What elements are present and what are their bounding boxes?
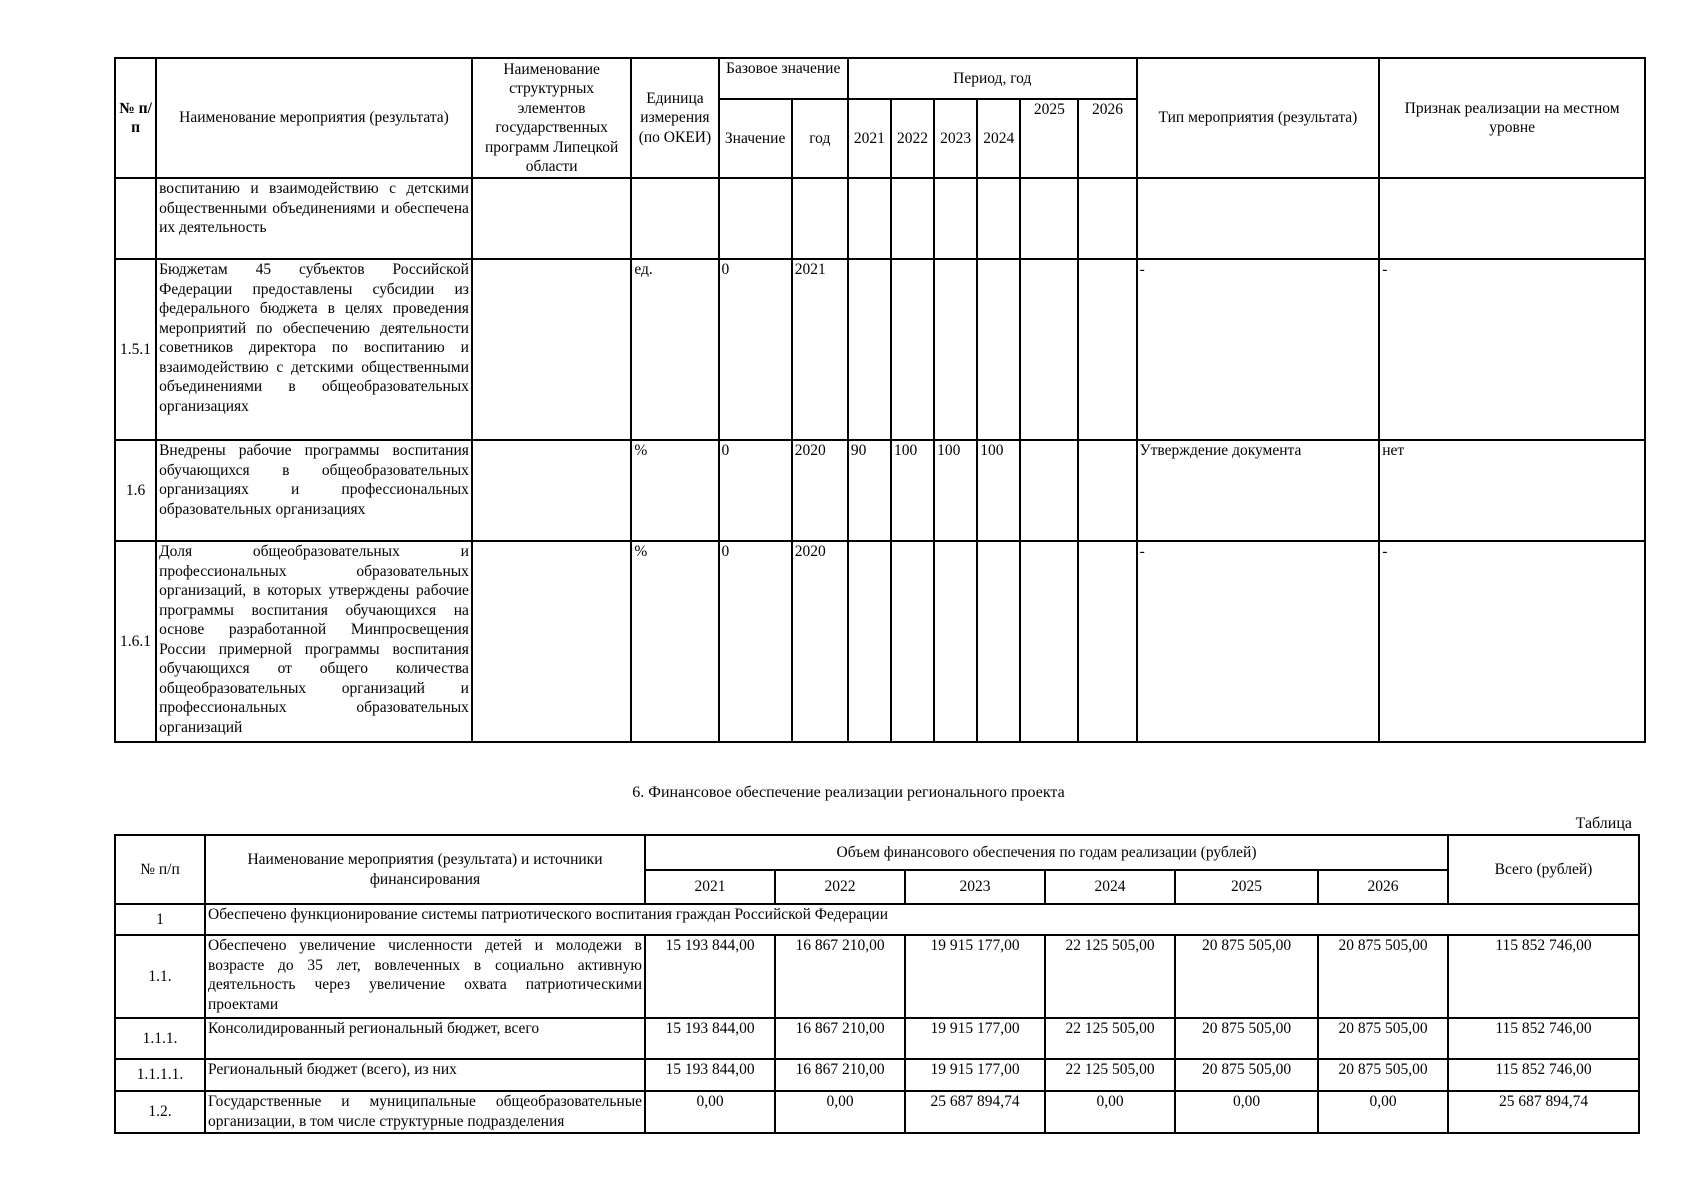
cell-2026	[1078, 440, 1136, 541]
cell-2023: 19 915 177,00	[905, 935, 1045, 1018]
cell-2024	[977, 541, 1020, 742]
cell-2024	[977, 259, 1020, 440]
header-year-2023: 2023	[934, 99, 977, 178]
cell-local: -	[1379, 259, 1645, 440]
cell-unit: %	[631, 440, 718, 541]
cell-2021: 15 193 844,00	[645, 1018, 775, 1059]
cell-name: Бюджетам 45 субъектов Российской Федерации предоставлены субсидии из федерального бюджета в целях проведения мероприятий по обеспечению деятельности советников директора по воспитанию и взаимодействию с детскими общественными объединениями в общеобразовательных организациях	[156, 259, 472, 440]
header-year-2025: 2025	[1020, 99, 1078, 178]
cell-2021: 90	[848, 440, 891, 541]
cell-struct	[472, 178, 631, 259]
cell-base-year: 2021	[792, 259, 848, 440]
header-num: № п/п	[115, 835, 205, 904]
cell-name: воспитанию и взаимодействию с детскими общественными объединениями и обеспечена их деятельность	[156, 178, 472, 259]
cell-base-value	[719, 178, 792, 259]
table-row	[115, 440, 1645, 541]
cell-unit: %	[631, 541, 718, 742]
table-row	[115, 1059, 1639, 1091]
header-num: № п/п	[115, 58, 156, 178]
cell-2023	[934, 259, 977, 440]
cell-num: 1.1.1.	[115, 1018, 205, 1059]
cell-2025: 20 875 505,00	[1175, 935, 1318, 1018]
cell-2023: 25 687 894,74	[905, 1091, 1045, 1133]
cell-2025	[1020, 178, 1078, 259]
cell-2021: 15 193 844,00	[645, 1059, 775, 1091]
cell-2025	[1020, 259, 1078, 440]
cell-2025: 20 875 505,00	[1175, 1059, 1318, 1091]
cell-2026: 0,00	[1318, 1091, 1448, 1133]
header-year-2024: 2024	[977, 99, 1020, 178]
header-name: Наименование мероприятия (результата)	[156, 58, 472, 178]
cell-type	[1137, 178, 1380, 259]
cell-num: 1.1.1.1.	[115, 1059, 205, 1091]
cell-2023: 100	[934, 440, 977, 541]
cell-num: 1.5.1	[115, 259, 156, 440]
cell-struct	[472, 259, 631, 440]
cell-2026: 20 875 505,00	[1318, 1059, 1448, 1091]
header-year-2021: 2021	[848, 99, 891, 178]
cell-2022	[891, 178, 934, 259]
header-base-year: год	[792, 99, 848, 178]
cell-2024: 22 125 505,00	[1045, 1018, 1175, 1059]
cell-base-year	[792, 178, 848, 259]
cell-2025: 20 875 505,00	[1175, 1018, 1318, 1059]
header-year-2026: 2026	[1318, 870, 1448, 904]
table-row	[115, 541, 1645, 742]
cell-2021	[848, 259, 891, 440]
group-row	[115, 904, 1639, 935]
header-base: Базовое значение	[719, 58, 848, 99]
cell-2024	[977, 178, 1020, 259]
cell-2026	[1078, 259, 1136, 440]
cell-total: 115 852 746,00	[1448, 1059, 1639, 1091]
cell-2021	[848, 541, 891, 742]
cell-2022: 0,00	[775, 1091, 905, 1133]
cell-total: 115 852 746,00	[1448, 935, 1639, 1018]
cell-2021: 0,00	[645, 1091, 775, 1133]
cell-type: -	[1137, 541, 1380, 742]
header-base-value: Значение	[719, 99, 792, 178]
header-total: Всего (рублей)	[1448, 835, 1639, 904]
cell-name: Обеспечено увеличение численности детей и молодежи в возрасте до 35 лет, вовлеченных в социально активную деятельность через увеличение охвата патриотическими проектами	[205, 935, 645, 1018]
cell-base-value: 0	[719, 440, 792, 541]
cell-name: Консолидированный региональный бюджет, всего	[205, 1018, 645, 1059]
financing-table	[114, 834, 1640, 1134]
cell-num: 1	[115, 904, 205, 935]
cell-total: 25 687 894,74	[1448, 1091, 1639, 1133]
cell-unit: ед.	[631, 259, 718, 440]
cell-name: Доля общеобразовательных и профессиональных образовательных организаций, в которых утверждены рабочие программы воспитания обучающихся на основе разработанной Минпросвещения России примерной программы воспитания обучающихся от общего количества общеобразовательных организаций и профессиональных образовательных организаций	[156, 541, 472, 742]
header-struct: Наименование структурных элементов государственных программ Липецкой области	[472, 58, 631, 178]
cell-name: Внедрены рабочие программы воспитания обучающихся в общеобразовательных организациях и профессиональных образовательных организациях	[156, 440, 472, 541]
cell-2026: 20 875 505,00	[1318, 1018, 1448, 1059]
cell-num: 1.6	[115, 440, 156, 541]
cell-2022: 16 867 210,00	[775, 1059, 905, 1091]
cell-2023	[934, 178, 977, 259]
cell-num: 1.2.	[115, 1091, 205, 1133]
cell-struct	[472, 440, 631, 541]
header-year-2022: 2022	[775, 870, 905, 904]
table-row	[115, 1018, 1639, 1059]
cell-struct	[472, 541, 631, 742]
header-year-2025: 2025	[1175, 870, 1318, 904]
cell-local: -	[1379, 541, 1645, 742]
cell-name: Региональный бюджет (всего), из них	[205, 1059, 645, 1091]
cell-2025	[1020, 541, 1078, 742]
cell-2026	[1078, 178, 1136, 259]
cell-group-text: Обеспечено функционирование системы патриотического воспитания граждан Российской Федерации	[205, 904, 1639, 935]
cell-2022: 16 867 210,00	[775, 1018, 905, 1059]
cell-2022	[891, 541, 934, 742]
table-row	[115, 178, 1645, 259]
cell-base-value: 0	[719, 259, 792, 440]
cell-name: Государственные и муниципальные общеобразовательные организации, в том числе структурные подразделения	[205, 1091, 645, 1133]
section-title: 6. Финансовое обеспечение реализации регионального проекта	[632, 784, 1065, 801]
header-year-2023: 2023	[905, 870, 1045, 904]
cell-2025	[1020, 440, 1078, 541]
table-row	[115, 1091, 1639, 1133]
cell-2022	[891, 259, 934, 440]
header-type: Тип мероприятия (результата)	[1137, 58, 1380, 178]
header-year-2021: 2021	[645, 870, 775, 904]
cell-2023	[934, 541, 977, 742]
cell-2026	[1078, 541, 1136, 742]
cell-local	[1379, 178, 1645, 259]
header-period: Период, год	[848, 58, 1137, 99]
cell-num: 1.6.1	[115, 541, 156, 742]
header-name: Наименование мероприятия (результата) и источники финансирования	[205, 835, 645, 904]
cell-type: -	[1137, 259, 1380, 440]
cell-2022: 100	[891, 440, 934, 541]
cell-2024: 100	[977, 440, 1020, 541]
header-volume: Объем финансового обеспечения по годам реализации (рублей)	[645, 835, 1448, 870]
cell-2024: 0,00	[1045, 1091, 1175, 1133]
header-unit: Единица измерения (по ОКЕИ)	[631, 58, 718, 178]
table-row	[115, 259, 1645, 440]
cell-local: нет	[1379, 440, 1645, 541]
cell-num	[115, 178, 156, 259]
cell-2023: 19 915 177,00	[905, 1018, 1045, 1059]
cell-base-value: 0	[719, 541, 792, 742]
cell-2022: 16 867 210,00	[775, 935, 905, 1018]
header-year-2026: 2026	[1078, 99, 1136, 178]
cell-2021	[848, 178, 891, 259]
cell-unit	[631, 178, 718, 259]
cell-2024: 22 125 505,00	[1045, 935, 1175, 1018]
table-row	[115, 935, 1639, 1018]
cell-base-year: 2020	[792, 440, 848, 541]
indicators-table	[114, 57, 1646, 743]
cell-2023: 19 915 177,00	[905, 1059, 1045, 1091]
cell-2021: 15 193 844,00	[645, 935, 775, 1018]
cell-2026: 20 875 505,00	[1318, 935, 1448, 1018]
cell-type: Утверждение документа	[1137, 440, 1380, 541]
cell-2025: 0,00	[1175, 1091, 1318, 1133]
cell-2024: 22 125 505,00	[1045, 1059, 1175, 1091]
header-local: Признак реализации на местном уровне	[1379, 58, 1645, 178]
header-year-2024: 2024	[1045, 870, 1175, 904]
table-label: Таблица	[1575, 815, 1632, 832]
cell-total: 115 852 746,00	[1448, 1018, 1639, 1059]
cell-base-year: 2020	[792, 541, 848, 742]
cell-num: 1.1.	[115, 935, 205, 1018]
header-year-2022: 2022	[891, 99, 934, 178]
